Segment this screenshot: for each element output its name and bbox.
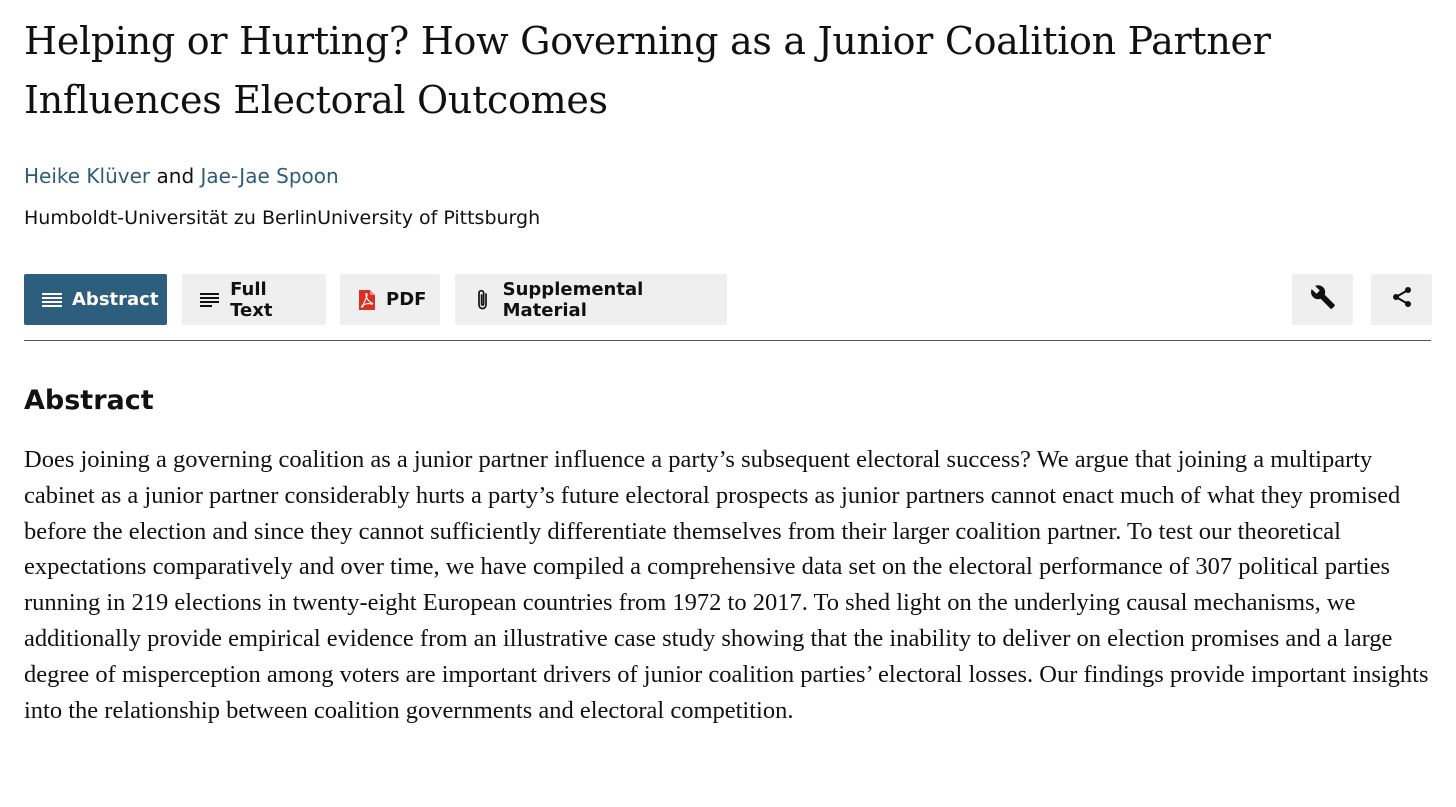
text-lines-icon — [200, 289, 220, 311]
tools-button[interactable] — [1292, 274, 1353, 325]
share-icon — [1390, 285, 1414, 314]
tab-abstract[interactable] — [24, 274, 167, 325]
tab-full-text-label: Full Text — [230, 278, 273, 321]
abstract-text: Does joining a governing coalition as a junior partner influence a party’s subsequent electoral success? We argue that joining a multiparty cabinet as a junior partner considerably hurts a party’s future electoral prospects as junior partners cannot enact much of what they promised before the election and since they cannot sufficiently differentiate themselves from their larger coalition partner. To test our theoretical expectations comparatively and over time, we have compiled a comprehensive data set on the electoral performance of 307 political parties running in 219 elections in twenty-eight European countries from 1972 to 2017. To shed light on the underlying causal mechanisms, we additionally provide empirical evidence from an illustrative case study showing that the inability to deliver on election promises and a large degree of misperception among voters are important drivers of junior coalition parties’ electoral losses. Our findings provide important insights into the relationship between coalition governments and electoral competition. — [24, 446, 1429, 724]
tab-supplemental-material-label: Supplemental Material — [502, 278, 644, 321]
list-icon — [42, 289, 62, 311]
share-button[interactable] — [1371, 274, 1432, 325]
author-link-kluver[interactable]: Heike Klüver — [24, 164, 151, 188]
authors-separator: and — [156, 164, 195, 188]
article-page — [24, 0, 1431, 724]
tab-supplemental-material[interactable] — [455, 274, 727, 325]
article-title: Helping or Hurting? How Governing as a Junior Coalition Partner Influences Electoral Outcomes — [24, 19, 1271, 122]
tab-abstract-label: Abstract — [72, 289, 159, 310]
tab-pdf-label: PDF — [386, 289, 427, 310]
toolbar-divider — [24, 340, 1431, 341]
paperclip-icon — [473, 289, 493, 311]
wrench-icon — [1310, 284, 1336, 315]
article-toolbar — [24, 274, 1431, 325]
pdf-icon — [358, 289, 376, 311]
author-link-spoon[interactable]: Jae-Jae Spoon — [200, 164, 339, 188]
tab-full-text[interactable] — [182, 274, 326, 325]
affiliations: Humboldt-Universität zu BerlinUniversity of Pittsburgh — [24, 207, 541, 229]
abstract-heading: Abstract — [24, 385, 154, 416]
authors-line — [24, 162, 1431, 190]
tab-pdf[interactable] — [340, 274, 440, 325]
